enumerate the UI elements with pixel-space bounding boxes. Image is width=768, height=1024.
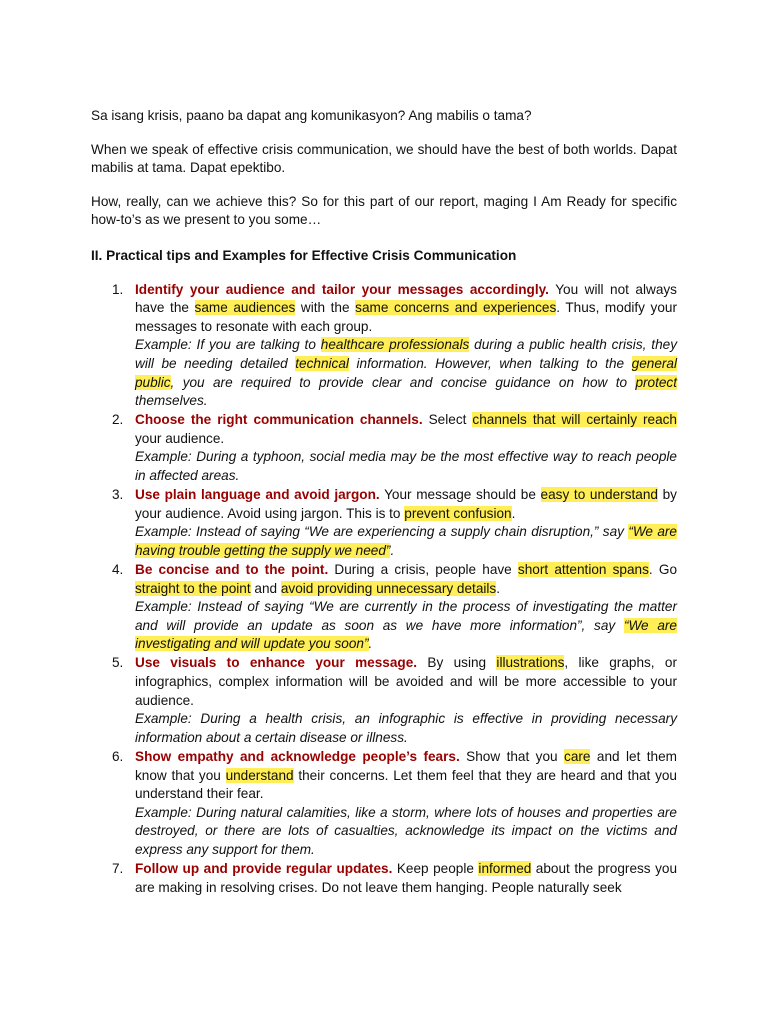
highlighted-text: illustrations — [496, 655, 565, 671]
tip-body-text: Your message should be — [379, 487, 541, 503]
intro-paragraph-2: When we speak of effective crisis communication, we should have the best of both worlds. Dapat mabilis at tama. Dapat epektibo. — [91, 141, 677, 176]
highlighted-text: same concerns and experiences — [355, 300, 557, 316]
tip-number: 6. — [112, 748, 124, 764]
tip-number: 1. — [112, 281, 124, 297]
tip-example: Example: During natural calamities, like a storm, where lots of houses and properties are destroyed, or there are lots of casualties, acknowledge its impact on the victims and express any support for them. — [135, 804, 677, 857]
highlighted-text: straight to the point — [135, 580, 251, 596]
tip-body-text: Keep people — [392, 860, 479, 876]
tip-body-text: , like graphs, or infographics, complex information will be avoided and will be more accessible to your audience. — [135, 655, 677, 708]
example-text: Example: Instead of saying “We are experiencing a supply chain disruption,” say — [135, 524, 629, 540]
highlighted-text: channels that will certainly reach — [472, 412, 677, 428]
tip-body-text: During a crisis, people have — [328, 561, 518, 577]
section-heading: II. Practical tips and Examples for Effective Crisis Communication — [91, 247, 517, 263]
tip-example — [135, 523, 677, 560]
tip-body-text: their concerns. Let them feel that they are heard and that you understand their fear. — [135, 767, 677, 802]
tip-lead: Choose the right communication channels. — [135, 412, 423, 428]
tip-body-text: about the progress you are making in resolving crises. Do not leave them hanging. People naturally seek — [135, 860, 678, 895]
tip-body-text: by your audience. Avoid using jargon. This is to — [135, 487, 677, 521]
tip-lead: Identify your audience and tailor your messages accordingly. — [135, 281, 549, 297]
highlighted-text: avoid providing unnecessary details — [280, 580, 497, 596]
highlighted-text: general public — [135, 355, 677, 390]
tip-item-5 — [91, 654, 677, 747]
highlighted-text: easy to understand — [540, 487, 658, 503]
tip-body-text: Select — [422, 412, 473, 428]
tip-example: Example: During a typhoon, social media may be the most effective way to reach people in affected areas. — [135, 449, 677, 483]
highlighted-text: protect — [635, 374, 677, 390]
highlighted-text: same audiences — [194, 300, 296, 316]
tip-number: 3. — [112, 487, 124, 503]
tip-item-4 — [91, 561, 677, 654]
highlighted-text: “We are investigating and will update you soon” — [135, 617, 677, 652]
tip-body-text: your audience. — [135, 430, 225, 446]
highlighted-text: technical — [295, 355, 349, 371]
tip-item-6 — [91, 748, 677, 860]
example-text: information. However, when talking to the — [348, 355, 632, 371]
example-text: Example: If you are talking to — [135, 337, 321, 353]
intro-paragraph-3: How, really, can we achieve this? So for this part of our report, maging I Am Ready for specific how-to’s as we present to you some… — [91, 193, 677, 228]
highlighted-text: “We are having trouble getting the supply we need” — [135, 524, 677, 558]
highlighted-text: healthcare professionals — [320, 337, 470, 353]
tip-body-text: Show that you — [459, 748, 565, 764]
example-text: during a public health crisis, they will be needing detailed — [135, 337, 677, 371]
tip-lead: Show empathy and acknowledge people’s fears. — [135, 748, 460, 764]
tip-lead: Follow up and provide regular updates. — [135, 860, 393, 876]
tip-item-1 — [91, 281, 677, 411]
tip-body-text: . Thus, modify your messages to resonate with each group. — [135, 300, 677, 334]
tip-body-text: and — [250, 580, 281, 596]
tip-lead: Use visuals to enhance your message. — [135, 655, 418, 671]
intro-paragraph-1: Sa isang krisis, paano ba dapat ang komunikasyon? Ang mabilis o tama? — [91, 108, 532, 123]
highlighted-text: informed — [478, 860, 532, 876]
tip-body-text: with the — [295, 300, 356, 316]
tip-body-text: . Go — [648, 561, 678, 577]
tip-body-text: . — [511, 505, 516, 521]
tip-example — [135, 336, 677, 410]
tip-number: 7. — [112, 860, 124, 876]
tip-item-3 — [91, 486, 677, 560]
tips-list — [91, 281, 677, 898]
highlighted-text: care — [564, 748, 591, 764]
example-text: . — [390, 542, 395, 558]
tip-item-2 — [91, 411, 677, 485]
example-text: themselves. — [135, 393, 208, 409]
tip-body-text: and let them know that you — [135, 748, 677, 783]
tip-number: 5. — [112, 655, 124, 671]
highlighted-text: prevent confusion — [404, 505, 512, 521]
tip-example: Example: During a health crisis, an infographic is effective in providing necessary information about a certain disease or illness. — [135, 711, 677, 745]
tip-lead: Be concise and to the point. — [135, 561, 329, 577]
tip-number: 4. — [112, 561, 124, 577]
tip-example — [135, 598, 677, 654]
example-text: , you are required to provide clear and concise guidance on how to — [170, 374, 636, 390]
example-text: . — [368, 636, 373, 652]
tip-number: 2. — [112, 412, 124, 428]
tip-item-7 — [91, 860, 677, 897]
highlighted-text: short attention spans — [517, 561, 649, 577]
example-text: Example: Instead of saying “We are currently in the process of investigating the matter and will provide an update as soon as we have more information”, say — [135, 599, 677, 633]
tip-body-text: . — [496, 580, 501, 596]
tip-body-text: You will not always have the — [135, 281, 677, 316]
tip-body-text: By using — [417, 655, 497, 671]
tip-lead: Use plain language and avoid jargon. — [135, 487, 380, 503]
highlighted-text: understand — [225, 767, 294, 783]
